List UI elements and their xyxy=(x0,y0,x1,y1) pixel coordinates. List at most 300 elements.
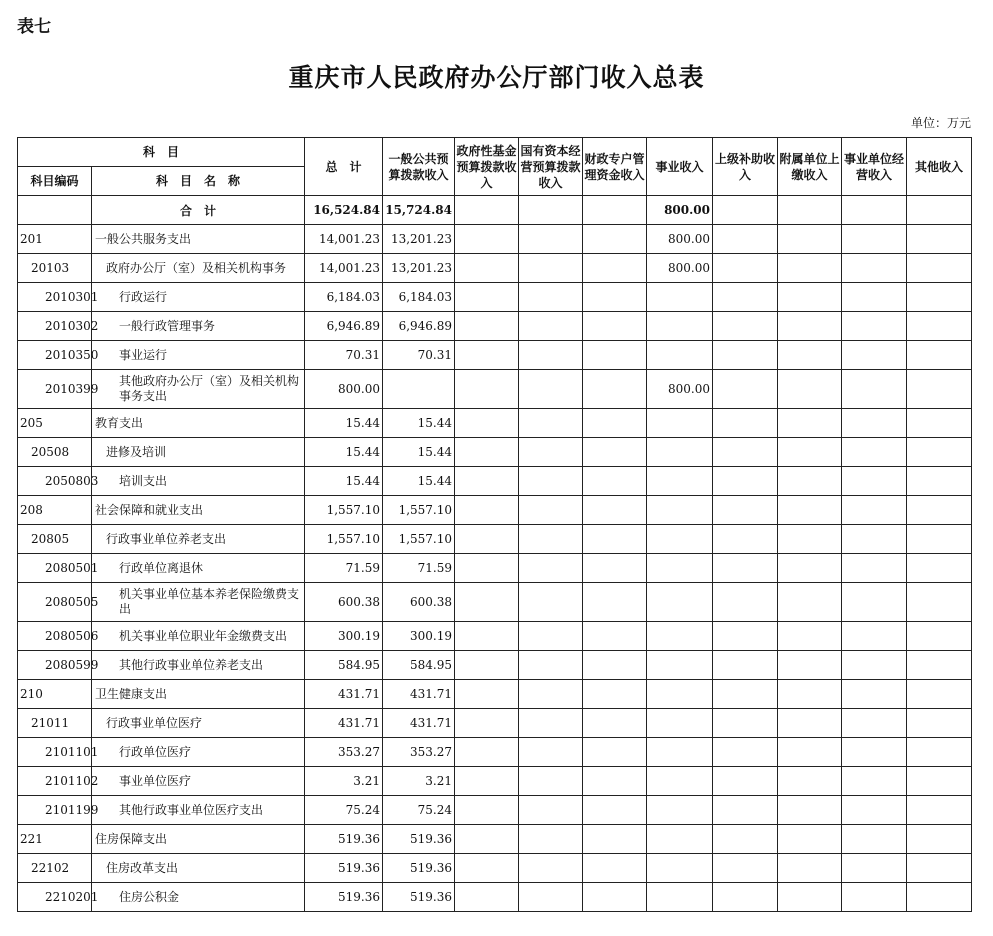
table-cell xyxy=(778,622,842,651)
table-cell xyxy=(583,225,647,254)
table-cell xyxy=(519,622,583,651)
table-cell xyxy=(713,651,778,680)
table-cell xyxy=(713,709,778,738)
table-cell xyxy=(778,583,842,622)
table-cell xyxy=(455,680,519,709)
subject-code: 2080505 xyxy=(18,583,92,622)
table-cell xyxy=(519,438,583,467)
header-code: 科目编码 xyxy=(18,167,92,196)
table-cell xyxy=(583,254,647,283)
total-amount: 15.44 xyxy=(305,409,383,438)
table-cell xyxy=(842,370,907,409)
total-amount: 519.36 xyxy=(305,883,383,912)
subject-name: 住房公积金 xyxy=(92,883,305,912)
total-amount: 431.71 xyxy=(305,680,383,709)
subject-name: 进修及培训 xyxy=(92,438,305,467)
subject-name: 行政事业单位养老支出 xyxy=(92,525,305,554)
table-cell xyxy=(842,225,907,254)
table-cell xyxy=(713,680,778,709)
table-cell xyxy=(519,680,583,709)
general-budget-amount: 13,201.23 xyxy=(383,254,455,283)
total-amount: 519.36 xyxy=(305,825,383,854)
header-gov-fund: 政府性基金预算拨款收入 xyxy=(455,138,519,196)
subject-code: 2010302 xyxy=(18,312,92,341)
table-cell xyxy=(778,467,842,496)
subject-code: 22102 xyxy=(18,854,92,883)
table-cell xyxy=(519,225,583,254)
table-cell xyxy=(778,225,842,254)
table-cell xyxy=(455,883,519,912)
subject-code: 221 xyxy=(18,825,92,854)
subject-name: 事业单位医疗 xyxy=(92,767,305,796)
table-cell xyxy=(455,196,519,225)
table-cell xyxy=(778,254,842,283)
general-budget-amount: 15.44 xyxy=(383,409,455,438)
table-row xyxy=(18,680,972,709)
total-amount: 14,001.23 xyxy=(305,254,383,283)
table-cell xyxy=(455,651,519,680)
table-row xyxy=(18,283,972,312)
table-cell xyxy=(713,283,778,312)
general-budget-amount: 75.24 xyxy=(383,796,455,825)
header-name: 科 目 名 称 xyxy=(92,167,305,196)
table-cell xyxy=(907,409,972,438)
general-budget-amount: 70.31 xyxy=(383,341,455,370)
table-cell xyxy=(583,283,647,312)
subject-name: 卫生健康支出 xyxy=(92,680,305,709)
table-cell xyxy=(842,622,907,651)
table-cell xyxy=(778,883,842,912)
table-cell xyxy=(842,409,907,438)
total-amount: 14,001.23 xyxy=(305,225,383,254)
table-cell xyxy=(907,225,972,254)
table-cell xyxy=(842,825,907,854)
general-budget-amount: 431.71 xyxy=(383,709,455,738)
total-amount: 71.59 xyxy=(305,554,383,583)
header-special-account: 财政专户管理资金收入 xyxy=(583,138,647,196)
total-general: 15,724.84 xyxy=(383,196,455,225)
table-row xyxy=(18,796,972,825)
table-cell xyxy=(907,796,972,825)
table-cell xyxy=(519,312,583,341)
table-cell xyxy=(519,341,583,370)
income-table xyxy=(17,137,972,912)
table-cell xyxy=(583,622,647,651)
general-budget-amount: 15.44 xyxy=(383,467,455,496)
total-amount: 800.00 xyxy=(305,370,383,409)
table-cell xyxy=(907,370,972,409)
table-cell xyxy=(778,554,842,583)
table-cell xyxy=(907,438,972,467)
header-other-income: 其他收入 xyxy=(907,138,972,196)
table-cell xyxy=(842,680,907,709)
table-cell xyxy=(778,854,842,883)
table-cell xyxy=(583,883,647,912)
table-cell xyxy=(778,825,842,854)
table-cell xyxy=(583,312,647,341)
business-income-amount: 800.00 xyxy=(647,225,713,254)
table-cell xyxy=(842,796,907,825)
table-cell xyxy=(778,496,842,525)
table-cell xyxy=(519,254,583,283)
table-row xyxy=(18,554,972,583)
subject-name: 机关事业单位职业年金缴费支出 xyxy=(92,622,305,651)
unit-label: 单位：万元 xyxy=(910,116,971,130)
total-amount: 353.27 xyxy=(305,738,383,767)
table-cell xyxy=(907,709,972,738)
total-amount: 584.95 xyxy=(305,651,383,680)
table-cell xyxy=(842,525,907,554)
table-cell xyxy=(713,409,778,438)
general-budget-amount: 600.38 xyxy=(383,583,455,622)
table-cell xyxy=(713,225,778,254)
table-cell xyxy=(583,409,647,438)
table-cell xyxy=(455,583,519,622)
table-cell xyxy=(778,525,842,554)
business-income-amount xyxy=(647,438,713,467)
table-cell xyxy=(713,525,778,554)
table-cell xyxy=(455,709,519,738)
general-budget-amount: 584.95 xyxy=(383,651,455,680)
table-cell xyxy=(583,341,647,370)
table-cell xyxy=(519,409,583,438)
table-cell xyxy=(583,651,647,680)
table-row xyxy=(18,622,972,651)
general-budget-amount: 300.19 xyxy=(383,622,455,651)
header-business-income: 事业收入 xyxy=(647,138,713,196)
table-row xyxy=(18,583,972,622)
subject-name: 一般行政管理事务 xyxy=(92,312,305,341)
table-cell xyxy=(713,254,778,283)
business-income-amount xyxy=(647,341,713,370)
table-cell xyxy=(713,312,778,341)
table-cell xyxy=(583,767,647,796)
table-cell xyxy=(583,854,647,883)
business-income-amount xyxy=(647,283,713,312)
subject-code: 2010399 xyxy=(18,370,92,409)
table-cell xyxy=(778,312,842,341)
total-amount: 15.44 xyxy=(305,467,383,496)
subject-name: 一般公共服务支出 xyxy=(92,225,305,254)
table-cell xyxy=(713,854,778,883)
table-cell xyxy=(713,370,778,409)
table-row xyxy=(18,738,972,767)
total-amount: 519.36 xyxy=(305,854,383,883)
subject-code: 2080506 xyxy=(18,622,92,651)
table-cell xyxy=(907,622,972,651)
header-subject: 科 目 xyxy=(18,138,305,167)
table-cell xyxy=(519,738,583,767)
table-cell xyxy=(455,825,519,854)
total-amount: 70.31 xyxy=(305,341,383,370)
table-cell xyxy=(713,438,778,467)
subject-code: 2050803 xyxy=(18,467,92,496)
table-cell xyxy=(519,767,583,796)
table-cell xyxy=(907,767,972,796)
table-cell xyxy=(842,196,907,225)
business-income-amount xyxy=(647,312,713,341)
table-cell xyxy=(907,283,972,312)
subject-code: 2080599 xyxy=(18,651,92,680)
subject-code: 2101101 xyxy=(18,738,92,767)
general-budget-amount: 431.71 xyxy=(383,680,455,709)
subject-name: 事业运行 xyxy=(92,341,305,370)
table-cell xyxy=(842,709,907,738)
total-amount: 15.44 xyxy=(305,438,383,467)
table-cell xyxy=(842,767,907,796)
business-income-amount xyxy=(647,651,713,680)
general-budget-amount: 13,201.23 xyxy=(383,225,455,254)
general-budget-amount xyxy=(383,370,455,409)
table-row xyxy=(18,767,972,796)
subject-name: 行政运行 xyxy=(92,283,305,312)
total-amount: 1,557.10 xyxy=(305,525,383,554)
total-amount: 3.21 xyxy=(305,767,383,796)
header-superior-subsidy: 上级补助收入 xyxy=(713,138,778,196)
business-income-amount xyxy=(647,525,713,554)
table-cell xyxy=(907,883,972,912)
subject-code: 210 xyxy=(18,680,92,709)
subject-code: 208 xyxy=(18,496,92,525)
table-cell xyxy=(583,554,647,583)
table-cell xyxy=(455,796,519,825)
table-cell xyxy=(778,370,842,409)
table-cell xyxy=(455,312,519,341)
business-income-amount xyxy=(647,467,713,496)
table-cell xyxy=(778,409,842,438)
table-cell xyxy=(907,738,972,767)
table-cell xyxy=(842,496,907,525)
subject-name: 行政单位医疗 xyxy=(92,738,305,767)
business-income-amount: 800.00 xyxy=(647,370,713,409)
table-cell xyxy=(713,767,778,796)
total-amount: 300.19 xyxy=(305,622,383,651)
table-row xyxy=(18,825,972,854)
subject-name: 其他政府办公厅（室）及相关机构事务支出 xyxy=(92,370,305,409)
table-cell xyxy=(713,825,778,854)
general-budget-amount: 6,184.03 xyxy=(383,283,455,312)
table-cell xyxy=(907,583,972,622)
table-row xyxy=(18,496,972,525)
table-cell xyxy=(713,554,778,583)
table-cell xyxy=(455,283,519,312)
table-cell xyxy=(842,738,907,767)
table-cell xyxy=(455,854,519,883)
table-cell xyxy=(583,525,647,554)
total-business: 800.00 xyxy=(647,196,713,225)
table-cell xyxy=(842,438,907,467)
total-amount: 6,184.03 xyxy=(305,283,383,312)
header-general-budget: 一般公共预算拨款收入 xyxy=(383,138,455,196)
table-cell xyxy=(519,496,583,525)
general-budget-amount: 519.36 xyxy=(383,825,455,854)
table-row xyxy=(18,341,972,370)
table-cell xyxy=(519,796,583,825)
table-cell xyxy=(519,854,583,883)
subject-name: 政府办公厅（室）及相关机构事务 xyxy=(92,254,305,283)
table-cell xyxy=(907,825,972,854)
subject-code: 2101199 xyxy=(18,796,92,825)
table-row xyxy=(18,651,972,680)
subject-code: 21011 xyxy=(18,709,92,738)
table-cell xyxy=(778,738,842,767)
table-row xyxy=(18,438,972,467)
table-cell xyxy=(842,341,907,370)
table-cell xyxy=(455,467,519,496)
table-cell xyxy=(455,767,519,796)
table-cell xyxy=(713,796,778,825)
table-cell xyxy=(907,254,972,283)
table-cell xyxy=(778,796,842,825)
table-cell xyxy=(842,254,907,283)
table-cell xyxy=(713,883,778,912)
table-cell xyxy=(778,709,842,738)
table-cell xyxy=(778,283,842,312)
subject-code: 2101102 xyxy=(18,767,92,796)
table-cell xyxy=(583,825,647,854)
table-cell xyxy=(519,196,583,225)
table-cell xyxy=(842,554,907,583)
subject-code: 2010301 xyxy=(18,283,92,312)
subject-code: 20805 xyxy=(18,525,92,554)
table-cell xyxy=(519,583,583,622)
table-cell xyxy=(583,680,647,709)
table-cell xyxy=(519,883,583,912)
table-cell xyxy=(778,438,842,467)
subject-name: 社会保障和就业支出 xyxy=(92,496,305,525)
total-amount: 431.71 xyxy=(305,709,383,738)
table-cell xyxy=(583,738,647,767)
general-budget-amount: 519.36 xyxy=(383,854,455,883)
table-row xyxy=(18,467,972,496)
general-budget-amount: 15.44 xyxy=(383,438,455,467)
table-cell xyxy=(455,225,519,254)
business-income-amount xyxy=(647,738,713,767)
table-cell xyxy=(907,680,972,709)
table-cell xyxy=(842,283,907,312)
subject-name: 住房保障支出 xyxy=(92,825,305,854)
table-cell xyxy=(519,825,583,854)
table-cell xyxy=(519,283,583,312)
table-cell xyxy=(778,767,842,796)
total-row xyxy=(18,196,972,225)
table-cell xyxy=(455,409,519,438)
subject-code: 2210201 xyxy=(18,883,92,912)
business-income-amount xyxy=(647,825,713,854)
table-cell xyxy=(455,738,519,767)
total-sum: 16,524.84 xyxy=(305,196,383,225)
business-income-amount xyxy=(647,709,713,738)
table-cell xyxy=(907,312,972,341)
table-cell xyxy=(907,341,972,370)
table-cell xyxy=(842,312,907,341)
subject-name: 培训支出 xyxy=(92,467,305,496)
subject-name: 行政单位离退休 xyxy=(92,554,305,583)
general-budget-amount: 353.27 xyxy=(383,738,455,767)
subject-code: 2080501 xyxy=(18,554,92,583)
table-cell xyxy=(907,554,972,583)
business-income-amount: 800.00 xyxy=(647,254,713,283)
business-income-amount xyxy=(647,883,713,912)
table-cell xyxy=(583,467,647,496)
table-cell xyxy=(583,370,647,409)
table-cell xyxy=(519,709,583,738)
table-cell xyxy=(519,525,583,554)
subject-code: 20103 xyxy=(18,254,92,283)
header-state-capital: 国有资本经营预算拨款收入 xyxy=(519,138,583,196)
general-budget-amount: 6,946.89 xyxy=(383,312,455,341)
table-cell xyxy=(519,467,583,496)
table-cell xyxy=(778,196,842,225)
business-income-amount xyxy=(647,854,713,883)
table-row xyxy=(18,525,972,554)
table-cell xyxy=(907,467,972,496)
table-cell xyxy=(519,554,583,583)
table-cell xyxy=(455,622,519,651)
table-cell xyxy=(713,196,778,225)
table-cell xyxy=(519,370,583,409)
total-amount: 600.38 xyxy=(305,583,383,622)
total-amount: 6,946.89 xyxy=(305,312,383,341)
subject-code: 205 xyxy=(18,409,92,438)
business-income-amount xyxy=(647,680,713,709)
table-cell xyxy=(455,438,519,467)
table-cell xyxy=(842,854,907,883)
table-cell xyxy=(455,554,519,583)
general-budget-amount: 71.59 xyxy=(383,554,455,583)
table-cell xyxy=(583,196,647,225)
subject-name: 其他行政事业单位养老支出 xyxy=(92,651,305,680)
table-row xyxy=(18,312,972,341)
table-cell xyxy=(455,370,519,409)
subject-name: 机关事业单位基本养老保险缴费支出 xyxy=(92,583,305,622)
business-income-amount xyxy=(647,554,713,583)
table-row xyxy=(18,854,972,883)
subject-name: 行政事业单位医疗 xyxy=(92,709,305,738)
table-row xyxy=(18,883,972,912)
subject-name: 住房改革支出 xyxy=(92,854,305,883)
table-cell xyxy=(713,341,778,370)
subject-name: 其他行政事业单位医疗支出 xyxy=(92,796,305,825)
table-row xyxy=(18,254,972,283)
table-row xyxy=(18,409,972,438)
table-cell xyxy=(583,496,647,525)
table-row xyxy=(18,370,972,409)
subject-code: 20508 xyxy=(18,438,92,467)
table-cell xyxy=(583,583,647,622)
table-cell xyxy=(907,196,972,225)
total-label: 合 计 xyxy=(92,196,305,225)
table-cell xyxy=(713,738,778,767)
table-cell xyxy=(583,796,647,825)
table-cell xyxy=(455,341,519,370)
table-cell xyxy=(713,583,778,622)
table-row xyxy=(18,225,972,254)
table-cell xyxy=(583,709,647,738)
table-cell xyxy=(778,341,842,370)
table-cell xyxy=(519,651,583,680)
table-number-label: 表七 xyxy=(17,17,51,37)
table-cell xyxy=(907,525,972,554)
subject-code: 2010350 xyxy=(18,341,92,370)
general-budget-amount: 519.36 xyxy=(383,883,455,912)
table-cell xyxy=(842,583,907,622)
header-affiliated-income: 附属单位上缴收入 xyxy=(778,138,842,196)
table-cell xyxy=(842,651,907,680)
business-income-amount xyxy=(647,583,713,622)
table-cell xyxy=(18,196,92,225)
subject-code: 201 xyxy=(18,225,92,254)
